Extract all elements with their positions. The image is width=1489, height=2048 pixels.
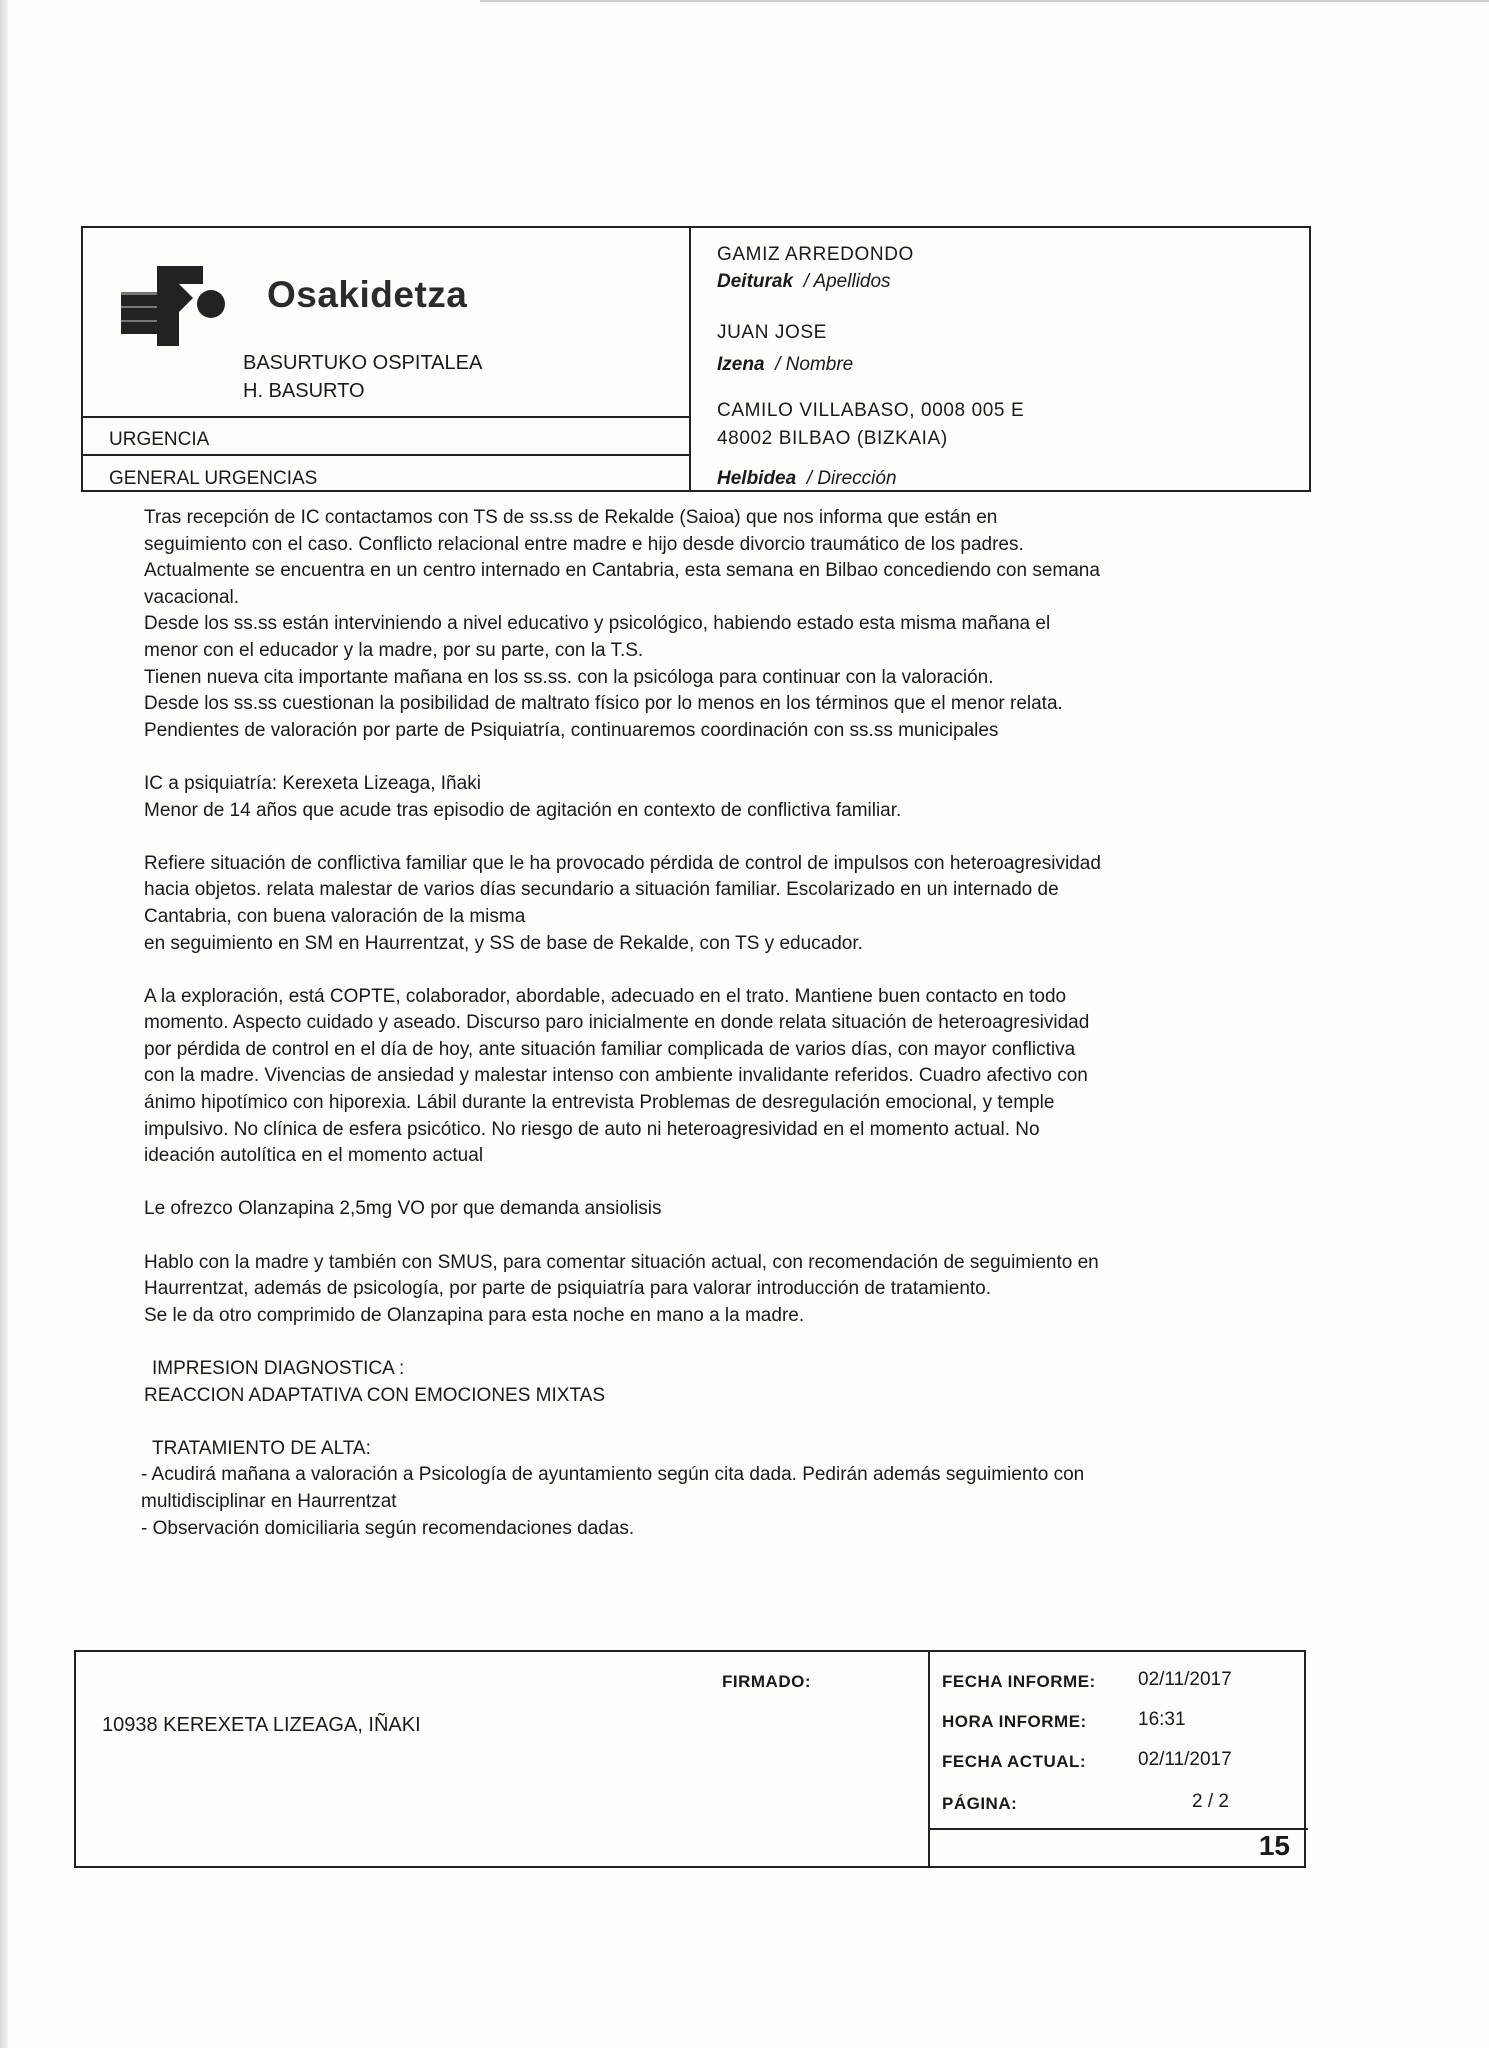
current-date-label: FECHA ACTUAL: bbox=[942, 1752, 1087, 1771]
label-es: / Nombre bbox=[775, 354, 854, 375]
text-line: Hablo con la madre y también con SMUS, para comentar situación actual, con recomendación de seguimiento en bbox=[144, 1251, 1099, 1273]
text-line: hacia objetos. relata malestar de varios días secundario a situación familiar. Escolarizado en un internado de bbox=[144, 879, 1059, 901]
hospital-name-eu: BASURTUKO OSPITALEA bbox=[243, 352, 483, 374]
text-line: multidisciplinar en Haurrentzat bbox=[141, 1490, 397, 1512]
text-line: Refiere situación de conflictiva familiar que le ha provocado pérdida de control de impulsos con heteroagresividad bbox=[144, 852, 1101, 874]
text-line: por pérdida de control en el día de hoy, ante situación familiar complicada de varios días, con mayor conflictiva bbox=[144, 1038, 1076, 1060]
name-label bbox=[717, 354, 853, 376]
report-time: 16:31 bbox=[1138, 1709, 1186, 1730]
name: JUAN JOSE bbox=[717, 322, 827, 343]
diagnosis: REACCION ADAPTATIVA CON EMOCIONES MIXTAS bbox=[144, 1384, 605, 1406]
text-line: ideación autolítica en el momento actual bbox=[144, 1145, 484, 1167]
label-eu: Izena bbox=[717, 354, 765, 375]
surname-value bbox=[717, 244, 914, 266]
top-scan-line bbox=[480, 0, 1489, 2]
text-line: Pendientes de valoración por parte de Psiquiatría, continuaremos coordinación con ss.ss municipales bbox=[144, 719, 999, 741]
department: URGENCIA bbox=[109, 429, 210, 450]
label-es: / Apellidos bbox=[803, 271, 891, 292]
name-value bbox=[717, 322, 827, 344]
text-line: Cantabria, con buena valoración de la misma bbox=[144, 905, 526, 927]
label-eu: Helbidea bbox=[717, 468, 797, 489]
text-line: Le ofrezco Olanzapina 2,5mg VO por que demanda ansiolisis bbox=[144, 1198, 662, 1220]
text-line: ánimo hipotímico con hiporexia. Lábil durante la entrevista Problemas de desregulación emocional, y temple bbox=[144, 1092, 1055, 1114]
patient-header bbox=[81, 226, 1311, 492]
surname: GAMIZ ARREDONDO bbox=[717, 244, 914, 265]
text-line: - Observación domiciliaria según recomendaciones dadas. bbox=[141, 1517, 635, 1539]
report-date-label: FECHA INFORME: bbox=[942, 1672, 1096, 1691]
divider bbox=[83, 416, 689, 418]
scan-edge bbox=[0, 0, 8, 2048]
report-footer bbox=[74, 1650, 1306, 1868]
divider bbox=[928, 1828, 1308, 1830]
text-line: - Acudirá mañana a valoración a Psicología de ayuntamiento según cita dada. Pedirán además seguimiento con bbox=[141, 1464, 1085, 1486]
osakidetza-logo-icon bbox=[121, 254, 231, 354]
text-line: IC a psiquiatría: Kerexeta Lizeaga, Iñaki bbox=[144, 772, 481, 794]
report-date: 02/11/2017 bbox=[1138, 1669, 1232, 1690]
text-line: Desde los ss.ss cuestionan la posibilidad de maltrato físico por lo menos en los términos que el menor relata. bbox=[144, 693, 1063, 715]
address-label bbox=[717, 468, 897, 490]
service: GENERAL URGENCIAS bbox=[109, 468, 318, 489]
text-line: vacacional. bbox=[144, 586, 240, 608]
text-line: Menor de 14 años que acude tras episodio de agitación en contexto de conflictiva familiar. bbox=[144, 799, 902, 821]
current-date: 02/11/2017 bbox=[1138, 1749, 1232, 1770]
text-line: en seguimiento en SM en Haurrentzat, y SS de base de Rekalde, con TS y educador. bbox=[144, 932, 863, 954]
page-value: 2 / 2 bbox=[1192, 1791, 1229, 1812]
hospital-panel bbox=[83, 228, 691, 490]
clinical-notes bbox=[141, 505, 1174, 1542]
address-line-2 bbox=[717, 428, 948, 450]
text-line: impulsivo. No clínica de esfera psicótico. No riesgo de auto ni heteroagresividad en el momento actual. No bbox=[144, 1118, 1040, 1140]
text-line: Se le da otro comprimido de Olanzapina para esta noche en mano a la madre. bbox=[144, 1304, 805, 1326]
brand-name: Osakidetza bbox=[267, 274, 468, 315]
treatment-heading: TRATAMIENTO DE ALTA: bbox=[152, 1437, 371, 1459]
text-line: menor con el educador y la madre, por su parte, con la T.S. bbox=[144, 639, 644, 661]
divider bbox=[928, 1652, 930, 1866]
report-time-label: HORA INFORME: bbox=[942, 1712, 1087, 1731]
label-es: / Dirección bbox=[806, 468, 897, 489]
page-number: 15 bbox=[1258, 1830, 1290, 1861]
patient-panel bbox=[691, 228, 1311, 490]
text-line: Tras recepción de IC contactamos con TS de ss.ss de Rekalde (Saioa) que nos informa que están en bbox=[144, 507, 998, 528]
text-line: seguimiento con el caso. Conflicto relacional entre madre e hijo desde divorcio traumático de los padres. bbox=[144, 533, 1024, 555]
label-eu: Deiturak bbox=[717, 271, 794, 292]
diagnosis-heading: IMPRESION DIAGNOSTICA : bbox=[152, 1358, 405, 1379]
text-line: A la exploración, está COPTE, colaborador, abordable, adecuado en el trato. Mantiene buen contacto en todo bbox=[144, 985, 1067, 1007]
divider bbox=[83, 454, 689, 456]
address-street: CAMILO VILLABASO, 0008 005 E bbox=[717, 400, 1025, 421]
text-line: Desde los ss.ss están interviniendo a nivel educativo y psicológico, habiendo estado esta misma mañana el bbox=[144, 613, 1051, 635]
hospital-name-es: H. BASURTO bbox=[243, 380, 365, 402]
text-line: Tienen nueva cita importante mañana en los ss.ss. con la psicóloga para continuar con la valoración. bbox=[144, 666, 994, 688]
surname-label bbox=[717, 271, 891, 293]
address-line-1 bbox=[717, 400, 1024, 422]
address-city: 48002 BILBAO (BIZKAIA) bbox=[717, 428, 948, 449]
text-line: Actualmente se encuentra en un centro internado en Cantabria, esta semana en Bilbao concediendo con semana bbox=[144, 560, 1100, 582]
text-line: momento. Aspecto cuidado y aseado. Discurso paro inicialmente en donde relata situación de heteroagresividad bbox=[144, 1012, 1090, 1034]
signer-name: 10938 KEREXETA LIZEAGA, IÑAKI bbox=[102, 1714, 421, 1736]
signed-label: FIRMADO: bbox=[722, 1672, 811, 1691]
text-line: con la madre. Vivencias de ansiedad y malestar intenso con ambiente invalidante referidos. Cuadro afectivo con bbox=[144, 1065, 1088, 1087]
text-line: Haurrentzat, además de psicología, por parte de psiquiatría para valorar introducción de tratamiento. bbox=[144, 1278, 992, 1300]
page-label: PÁGINA: bbox=[942, 1794, 1018, 1813]
